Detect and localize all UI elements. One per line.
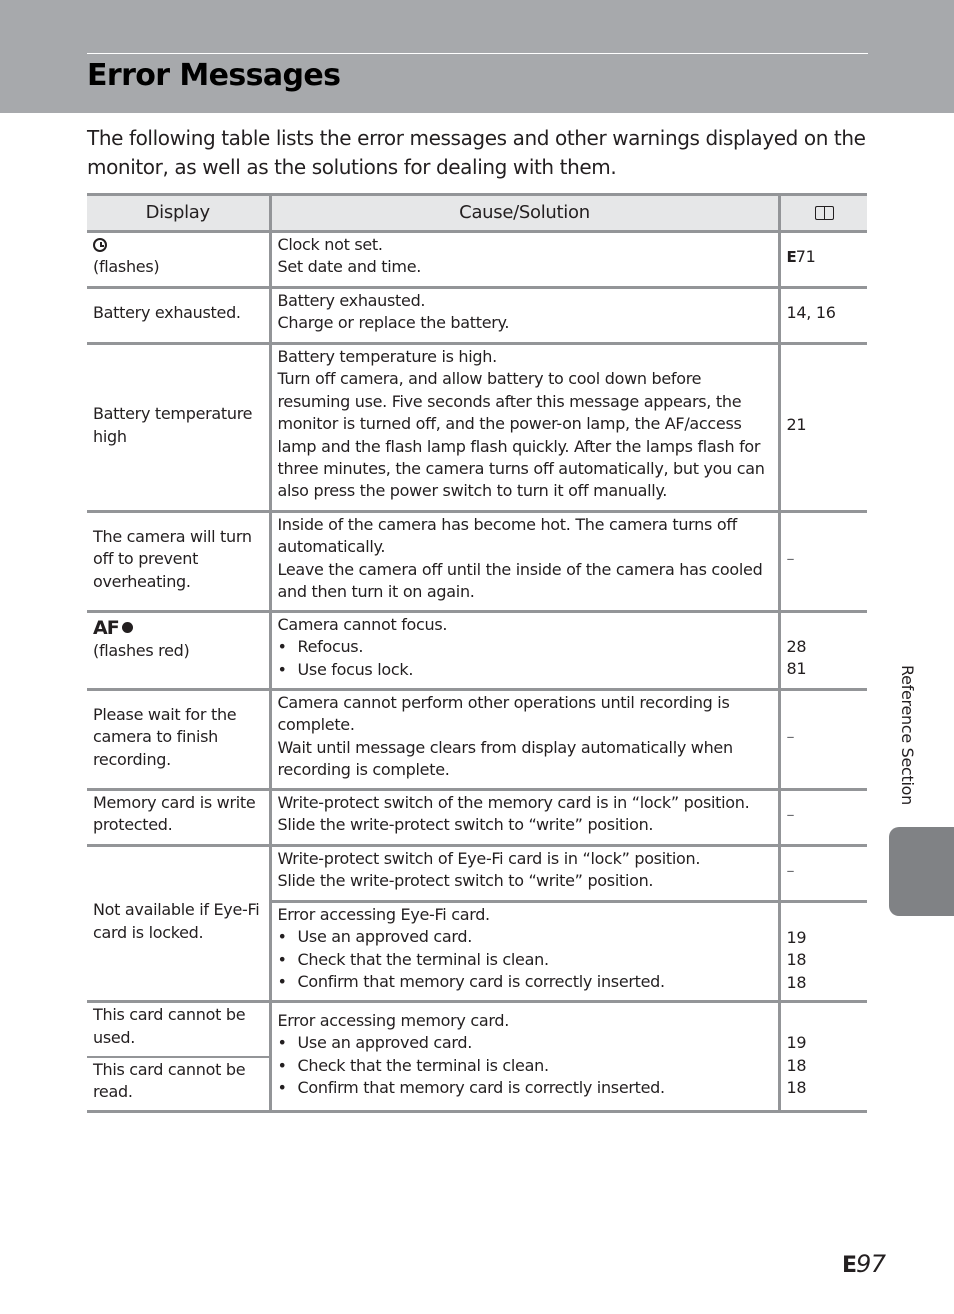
display-cell: This card cannot be used. [87,1002,270,1057]
header-display: Display [87,195,270,232]
reference-cell: 21 [779,344,867,512]
list-item: • Check that the terminal is clean. [278,949,772,971]
display-cell: The camera will turn off to prevent overheating. [87,512,270,612]
table-row [87,232,867,288]
page-title: Error Messages [87,58,341,93]
display-text: (flashes red) [93,641,190,661]
display-cell [87,612,270,690]
display-cell: Not available if Eye-Fi card is locked. [87,846,270,1002]
list-item: • Use an approved card. [278,926,772,948]
cause-cell: Error accessing Eye-Fi card. • Use an approved card. • Check that the terminal is clean. • Confirm that memory card is correctly inserted. [270,902,779,1002]
clock-icon [93,238,107,252]
af-focus-indicator-icon: AF [93,617,133,639]
list-item: • Refocus. [278,636,772,658]
e-reference-icon: E [786,248,796,267]
display-cell: This card cannot be read. [87,1057,270,1112]
display-cell [87,232,270,288]
display-cell: Memory card is write protected. [87,790,270,846]
header-rule [87,53,868,54]
display-text: (flashes) [93,257,160,277]
reference-cell: – [779,846,867,902]
reference-cell: 19 18 18 [779,902,867,1002]
display-cell: Battery temperature high [87,344,270,512]
table-row [87,790,867,846]
list-item: • Use focus lock. [278,659,772,681]
display-cell: Battery exhausted. [87,288,270,344]
table-row [87,512,867,612]
section-side-label: Reference Section [898,665,917,806]
reference-cell: 14, 16 [779,288,867,344]
table-row [87,288,867,344]
table-row [87,1002,867,1057]
list-item: • Use an approved card. [278,1032,772,1054]
e-section-icon: E [842,1253,856,1278]
cause-cell: Error accessing memory card. • Use an approved card. • Check that the terminal is clean. • Confirm that memory card is correctly inserted. [270,1002,779,1112]
reference-cell: 19 18 18 [779,1002,867,1112]
intro-paragraph: The following table lists the error messages and other warnings displayed on the monitor, as well as the solutions for dealing with them. [87,126,866,179]
table-row [87,612,867,690]
cause-cell: Camera cannot focus. • Refocus. • Use focus lock. [270,612,779,690]
table-row [87,846,867,902]
cause-cell: Write-protect switch of Eye-Fi card is in “lock” position. Slide the write-protect switch to “write” position. [270,846,779,902]
table-header-row [87,195,867,232]
cause-cell: Write-protect switch of the memory card is in “lock” position. Slide the write-protect switch to “write” position. [270,790,779,846]
cause-cell: Camera cannot perform other operations until recording is complete. Wait until message clears from display automatically when recording is complete. [270,690,779,790]
reference-cell: 28 81 [779,612,867,690]
header-reference [779,195,867,232]
table-row [87,344,867,512]
list-item: • Check that the terminal is clean. [278,1055,772,1077]
list-item: • Confirm that memory card is correctly inserted. [278,1077,772,1099]
cause-cell: Battery temperature is high. Turn off camera, and allow battery to cool down before resuming use. Five seconds after this message appears, the monitor is turned off, and the power-on lamp, the AF/access lamp and the flash lamp flash quickly. After the lamps flash for three minutes, the camera turns off automatically, but you can also press the power switch to turn it off manually. [270,344,779,512]
cause-cell: Inside of the camera has become hot. The camera turns off automatically. Leave the camera off until the inside of the camera has cooled and then turn it on again. [270,512,779,612]
cause-cell: Clock not set. Set date and time. [270,232,779,288]
reference-cell: E71 [779,232,867,288]
reference-cell: – [779,690,867,790]
list-item: • Confirm that memory card is correctly inserted. [278,971,772,993]
section-side-tab [889,827,954,916]
display-cell: Please wait for the camera to finish recording. [87,690,270,790]
book-reference-icon [814,205,834,220]
reference-cell: – [779,512,867,612]
table-row [87,690,867,790]
reference-cell: – [779,790,867,846]
header-band [0,0,954,113]
page-number: E97 [842,1250,886,1278]
cause-cell: Battery exhausted. Charge or replace the battery. [270,288,779,344]
error-messages-table [87,193,867,1113]
header-cause-solution: Cause/Solution [270,195,779,232]
